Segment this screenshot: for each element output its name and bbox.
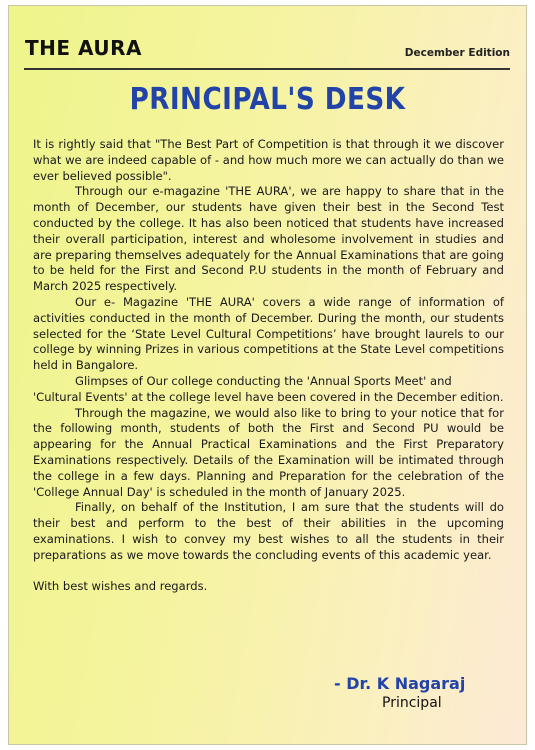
paragraph-glimpses: Glimpses of Our college conducting the 'Annual Sports Meet' and 'Cultural Events' at the college level have been covered in the December edition. — [33, 373, 504, 404]
paragraph-wishes: Finally, on behalf of the Institution, I am sure that the students will do their best and perform to the best of their abilities in the upcoming examinations. I wish to convey my best wishes to all the students in their preparations as we move towards the concluding events of this academic year. — [33, 500, 504, 562]
edition-label: December Edition — [404, 47, 510, 59]
paragraph-activities: Our e- Magazine 'THE AURA' covers a wide range of information of activities conducted in the month of December. During the month, our students selected for the ‘State Level Cultural Competitions’ have brought laurels to our college by winning Prizes in various competitions at the State Level competitions held in Bangalore. — [33, 294, 504, 373]
page-title: PRINCIPAL'S DESK — [129, 82, 406, 117]
header-divider — [24, 68, 510, 70]
signature-name: - Dr. K Nagaraj — [334, 674, 466, 693]
masthead: THE AURA — [25, 36, 142, 60]
paragraph-upcoming: Through the magazine, we would also like to bring to your notice that for the following month, students of both the First and Second PU would be appearing for the Annual Practical Examinations and the First Preparatory Examinations respectively. Details of the Examination will be intimated through the college in a few days. Planning and Preparation for the celebration of the 'College Annual Day' is scheduled in the month of January 2025. — [33, 405, 504, 499]
signature-role: Principal — [382, 695, 442, 711]
paragraph-intro: It is rightly said that "The Best Part of Competition is that through it we discover what we are indeed capable of - and how much more we can actually do than we ever believed possible". — [33, 137, 504, 183]
paragraph-december-update: Through our e-magazine 'THE AURA', we are happy to share that in the month of December, our students have given their best in the Second Test conducted by the college. It has also been noticed that students have increased their overall participation, interest and wholesome involvement in studies and are preparing themselves adequately for the Annual Examinations that are going to be held for the First and Second P.U students in the month of February and March 2025 respectively. — [33, 184, 504, 294]
letter-body — [33, 137, 504, 595]
closing-line: With best wishes and regards. — [33, 579, 208, 594]
